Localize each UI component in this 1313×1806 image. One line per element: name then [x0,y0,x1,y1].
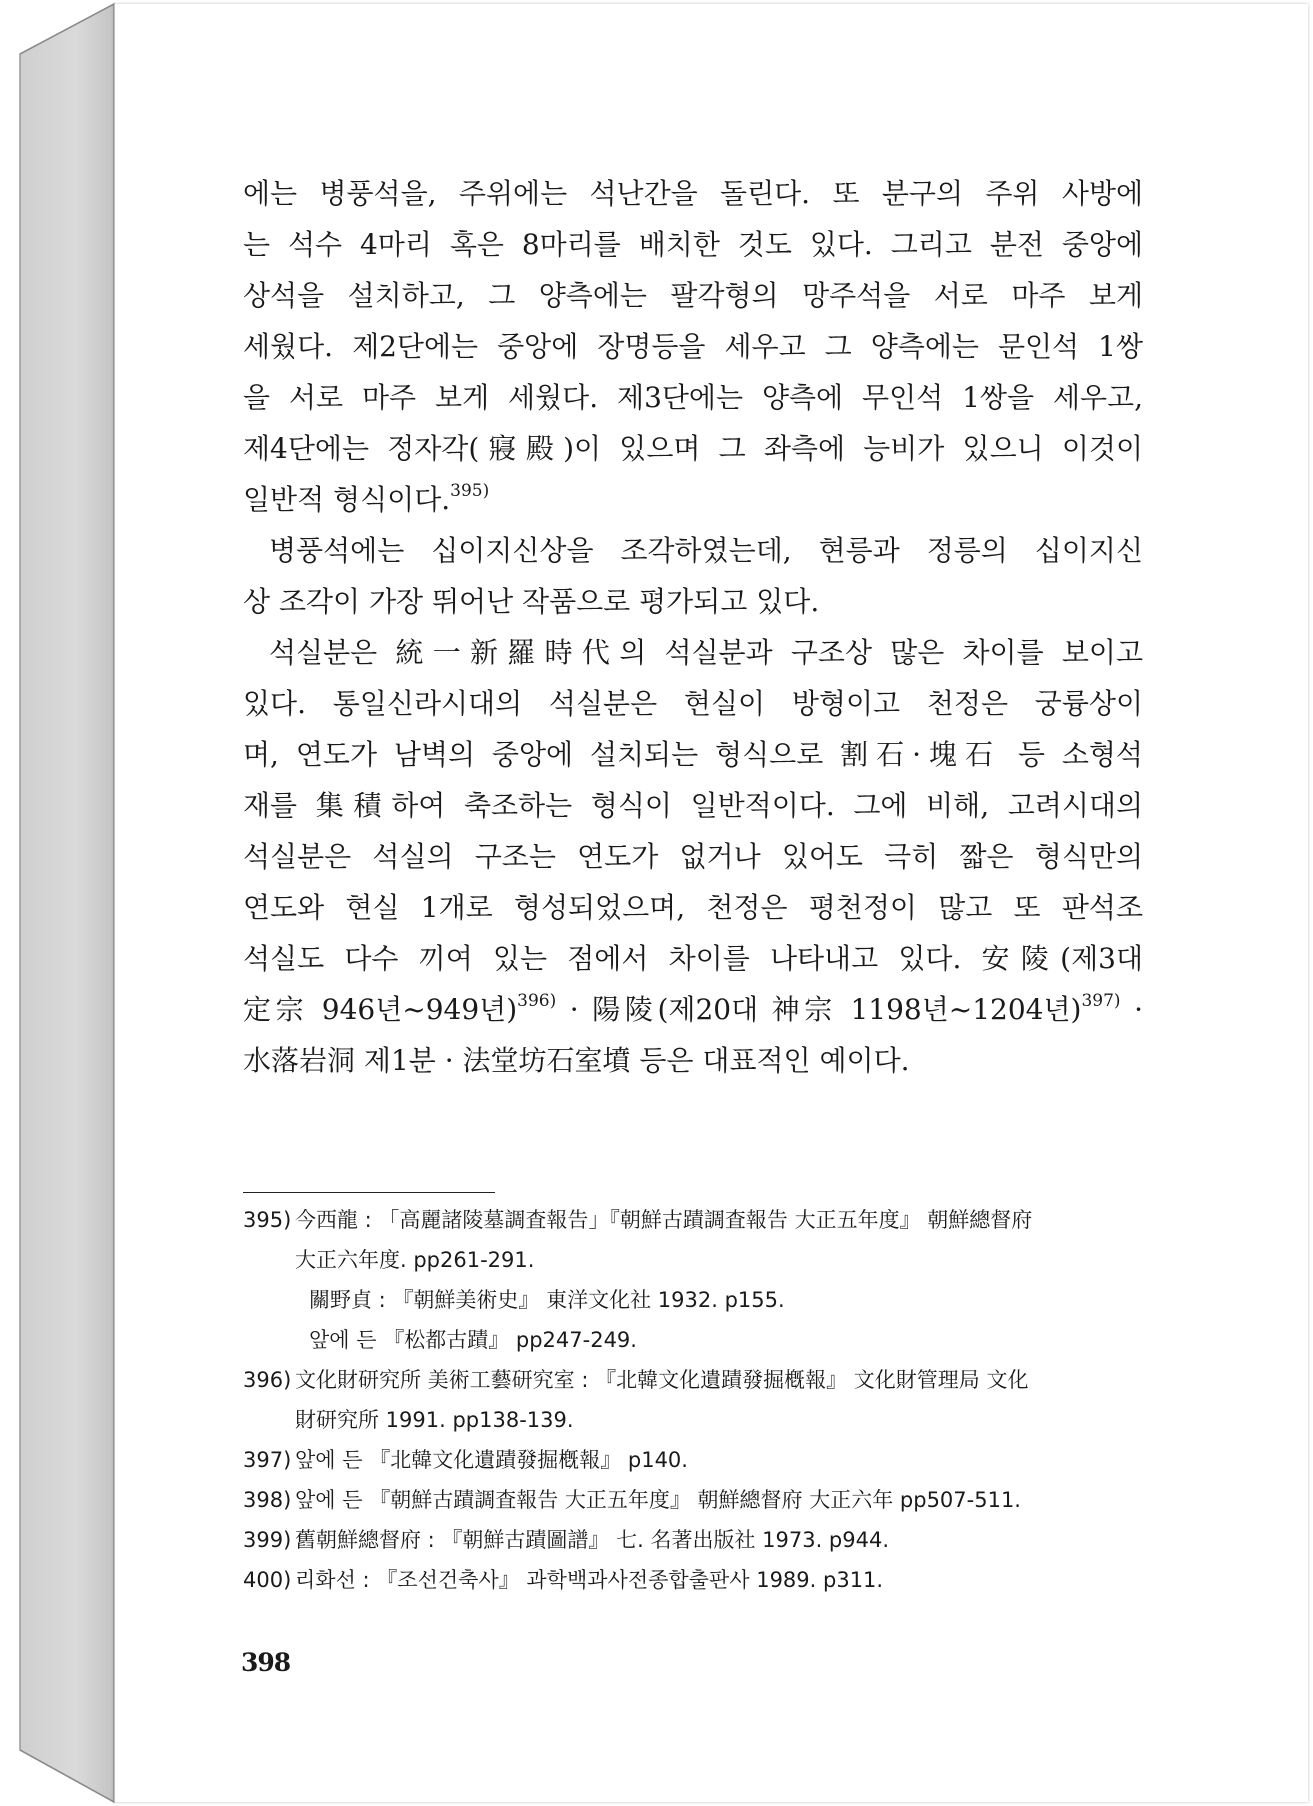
page-number: 398 [241,1648,291,1677]
text-line: 水落岩洞 제1분 · 法堂坊石室墳 등은 대표적인 예이다. [243,1044,910,1077]
footnote-text: 舊朝鮮總督府 : 『朝鮮古蹟圖譜』 七. 名著出版社 1973. p944. [295,1528,890,1552]
footnote-text: 大正六年度. pp261-291. [295,1248,535,1272]
book-page [114,4,1308,1802]
footnote-number: 400) [243,1568,292,1592]
footnote-number: 396) [243,1368,292,1392]
footnote-text: 今西龍 : 「高麗諸陵墓調査報告」『朝鮮古蹟調査報告 大正五年度』 朝鮮總督府 [295,1208,1033,1232]
text-line [243,474,1143,525]
text-line: 며, 연도가 남벽의 중앙에 설치되는 형식으로 割石·塊石 등 소형석 [243,738,1143,771]
text-line: 상 조각이 가장 뛰어난 작품으로 평가되고 있다. [243,585,820,618]
text-line [243,984,1143,1035]
footnote-text: 財研究所 1991. pp138-139. [295,1408,574,1432]
text-segment: 일반적 형식이다. [243,483,451,516]
footnote-397 [243,1440,1145,1480]
footnote-ref[interactable]: 395) [450,481,490,501]
footnote-400 [243,1560,1145,1600]
footnote-number: 399) [243,1528,292,1552]
footnote-text: 앞에 든 『北韓文化遺蹟發掘槪報』 p140. [295,1448,688,1472]
footnote-number: 397) [243,1448,292,1472]
footnote-number: 395) [243,1208,292,1232]
text-line: 는 석수 4마리 혹은 8마리를 배치한 것도 있다. 그리고 분전 중앙에 [243,228,1143,261]
footnote-text: 文化財研究所 美術工藝研究室 : 『北韓文化遺蹟發掘槪報』 文化財管理局 文化 [295,1368,1029,1392]
text-line: 석실분은 統一新羅時代의 석실분과 구조상 많은 차이를 보이고 [269,636,1143,669]
text-line: 상석을 설치하고, 그 양측에는 팔각형의 망주석을 서로 마주 보게 [243,279,1143,312]
footnote-text: 앞에 든 『松都古蹟』 pp247-249. [309,1328,637,1352]
footnote-ref[interactable]: 397) [1081,991,1121,1011]
footnote-399 [243,1520,1145,1560]
footnote-text: 關野貞 : 『朝鮮美術史』 東洋文化社 1932. p155. [309,1288,785,1312]
text-line: 세웠다. 제2단에는 중앙에 장명등을 세우고 그 양측에는 문인석 1쌍 [243,330,1143,363]
text-line: 에는 병풍석을, 주위에는 석난간을 돌린다. 또 분구의 주위 사방에 [243,177,1143,210]
footnote-396 [243,1360,1145,1440]
text-line: 연도와 현실 1개로 형성되었으며, 천정은 평천정이 많고 또 판석조 [243,891,1143,924]
footnotes [243,1200,1145,1600]
main-text [243,168,1143,1086]
text-line: 있다. 통일신라시대의 석실분은 현실이 방형이고 천정은 궁륭상이 [243,687,1143,720]
text-line: 병풍석에는 십이지신상을 조각하였는데, 현릉과 정릉의 십이지신 [269,534,1143,567]
text-line: 석실도 다수 끼여 있는 점에서 차이를 나타내고 있다. 安陵(제3대 [243,942,1143,975]
text-line: 제4단에는 정자각(寢殿)이 있으며 그 좌측에 능비가 있으니 이것이 [243,432,1143,465]
text-segment: 定宗 946년~949년) [243,993,518,1026]
footnote-divider [243,1192,495,1193]
text-segment: · 陽陵(제20대 神宗 1198년~1204년) [556,993,1082,1026]
footnote-text: 리화선 : 『조선건축사』 과학백과사전종합출판사 1989. p311. [295,1568,884,1592]
footnote-ref[interactable]: 396) [517,991,557,1011]
footnote-number: 398) [243,1488,292,1512]
text-segment: · [1120,993,1143,1026]
footnote-395 [243,1200,1145,1360]
text-line: 을 서로 마주 보게 세웠다. 제3단에는 양측에 무인석 1쌍을 세우고, [243,381,1143,414]
text-line: 석실분은 석실의 구조는 연도가 없거나 있어도 극히 짧은 형식만의 [243,840,1143,873]
footnote-text: 앞에 든 『朝鮮古蹟調査報告 大正五年度』 朝鮮總督府 大正六年 pp507-511. [295,1488,1021,1512]
text-line: 재를 集積하여 축조하는 형식이 일반적이다. 그에 비해, 고려시대의 [243,789,1143,822]
footnote-398 [243,1480,1145,1520]
book-spine [0,0,116,1806]
